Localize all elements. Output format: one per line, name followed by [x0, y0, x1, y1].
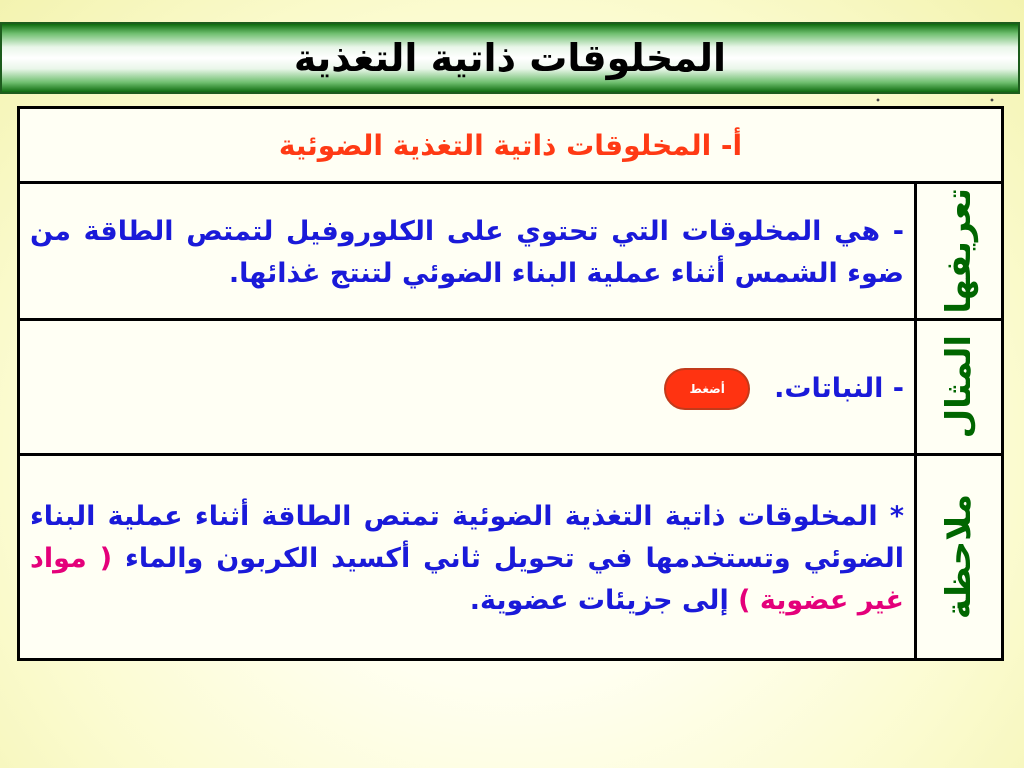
press-button[interactable]: أضغط [664, 368, 750, 410]
table-header-text: أ- المخلوقات ذاتية التغذية الضوئية [278, 128, 743, 162]
content-table [17, 106, 1004, 661]
definition-text: - هي المخلوقات التي تحتوي على الكلوروفيل لتمتص الطاقة من ضوء الشمس أثناء عملية البناء الضوئي لتنتج غذائها. [30, 216, 904, 289]
row-label-example: المثال [939, 335, 979, 439]
title-banner [0, 22, 1020, 94]
row-label-cell [916, 183, 1003, 320]
table-row-definition [19, 183, 1003, 320]
table-row-example [19, 320, 1003, 455]
row-label-note: ملاحظة [939, 494, 979, 620]
table-header-row [19, 108, 1003, 183]
table-header-cell [19, 108, 1003, 183]
row-label-cell [916, 320, 1003, 455]
note-text-part2: إلى جزيئات عضوية. [469, 584, 739, 616]
table-row-note [19, 455, 1003, 660]
slide-title: المخلوقات ذاتية التغذية [293, 36, 727, 80]
row-label-cell [916, 455, 1003, 660]
row-content-cell [19, 320, 916, 455]
row-label-definition: تعريفها [939, 188, 979, 314]
example-wrap [30, 368, 904, 410]
example-text: - النباتات. [774, 373, 904, 405]
note-text-part1: * المخلوقات ذاتية التغذية الضوئية تمتص الطاقة أثناء عملية البناء الضوئي وتستخدمها في تحويل ثاني أكسيد الكربون والماء [30, 501, 904, 575]
row-content-cell [19, 455, 916, 660]
note-highlight-text: ( مواد غير عضوية ) [30, 543, 904, 616]
row-content-cell [19, 183, 916, 320]
